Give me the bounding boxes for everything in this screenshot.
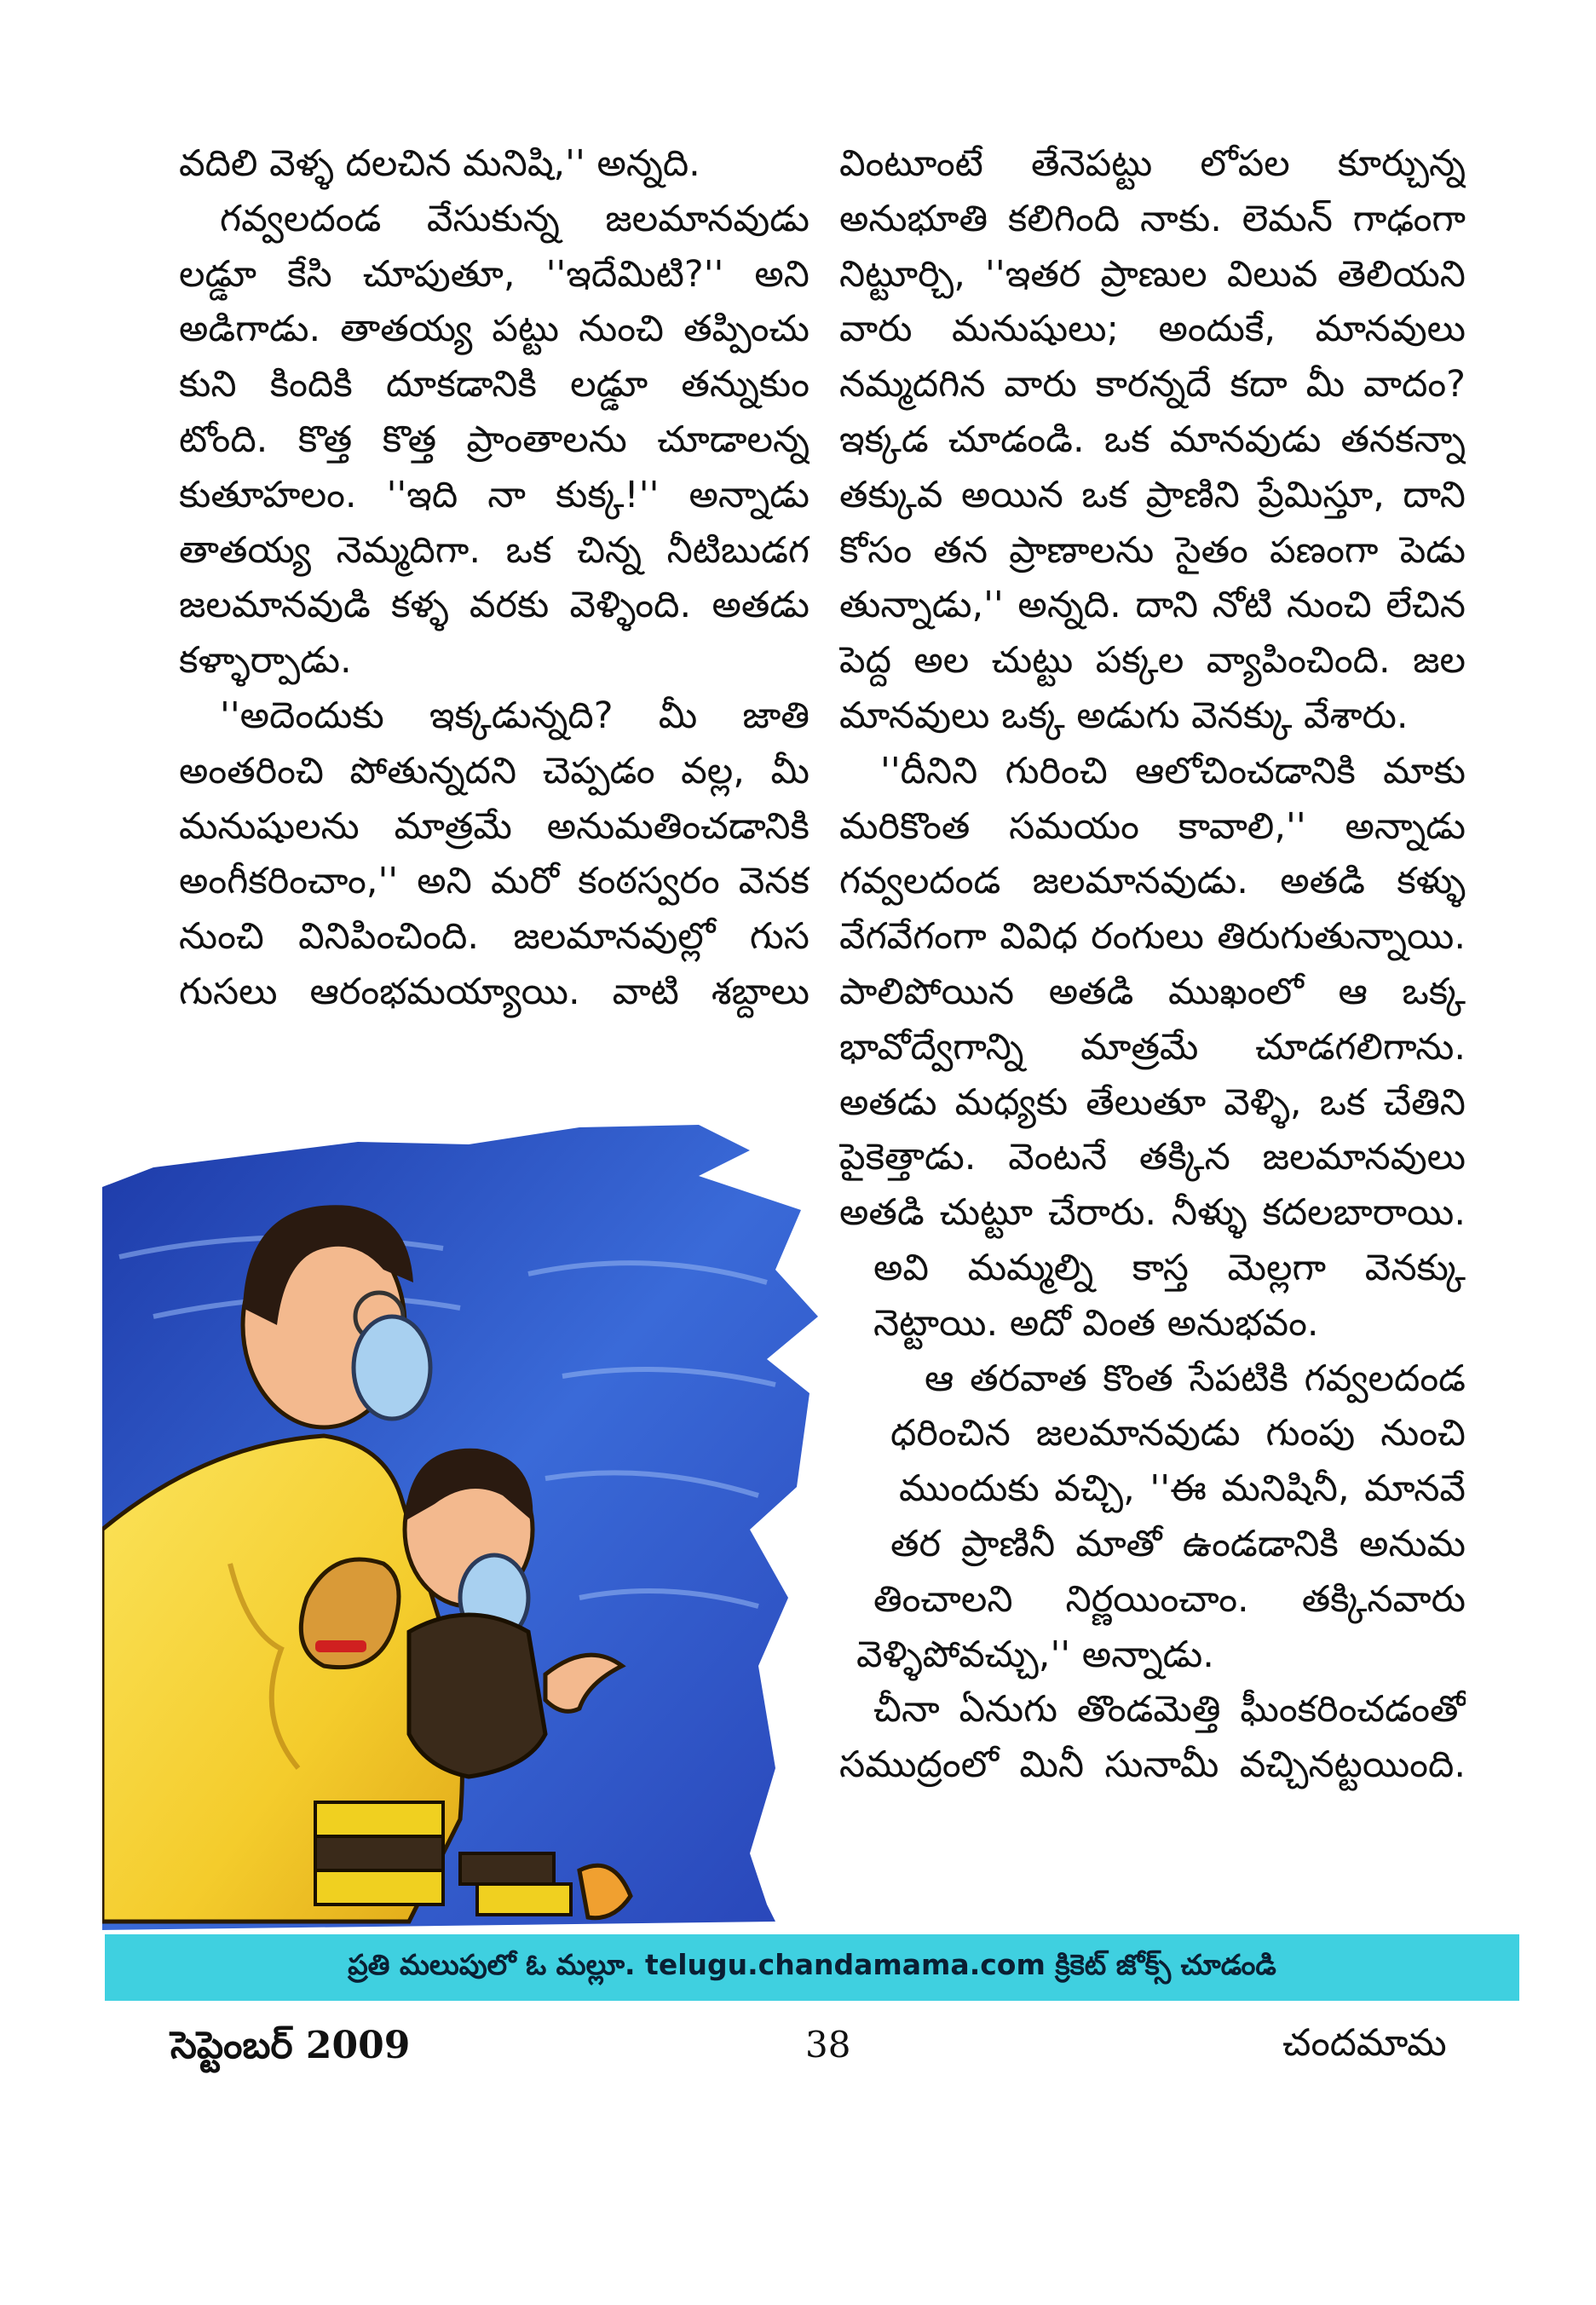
- paragraph-line: ''దీనిని గురించి ఆలోచించడానికి మాకు: [880, 749, 1466, 792]
- paragraph-line: పాలిపోయిన అతడి ముఖంలో ఆ ఒక్క: [839, 970, 1466, 1013]
- paragraph-line: అవి మమ్మల్ని కాస్త మెల్లగా వెనక్కు: [873, 1246, 1466, 1289]
- paragraph-line: అడిగాడు. తాతయ్య పట్టు నుంచి తప్పించు: [179, 308, 810, 351]
- paragraph-line: గుసలు ఆరంభమయ్యాయి. వాటి శబ్దాలు: [179, 970, 810, 1013]
- paragraph-line: ఆ తరవాత కొంత సేపటికి గవ్వలదండ: [925, 1357, 1466, 1400]
- snorkel-mask: [354, 1317, 430, 1419]
- paragraph-line: అంతరించి పోతున్నదని చెప్పడం వల్ల, మీ: [179, 749, 810, 792]
- paragraph-line: తున్నాడు,'' అన్నది. దాని నోటి నుంచి లేచిన: [839, 584, 1466, 627]
- paragraph-line: పైకెత్తాడు. వెంటనే తక్కిన జలమానవులు: [839, 1136, 1466, 1179]
- boy-body: [409, 1615, 545, 1777]
- paragraph-line: భావోద్వేగాన్ని మాత్రమే చూడగలిగాను.: [839, 1025, 1466, 1069]
- paragraph-line: మరికొంత సమయం కావాలి,'' అన్నాడు: [839, 804, 1466, 848]
- paragraph-line: లడ్డూ కేసి చూపుతూ, ''ఇదేమిటి?'' అని: [179, 252, 810, 296]
- paragraph-line: మానవులు ఒక్క అడుగు వెనక్కు వేశారు.: [839, 694, 1409, 737]
- paragraph-line: అతడి చుట్టూ చేరారు. నీళ్ళు కదలబారాయి.: [839, 1191, 1466, 1235]
- paragraph-line: పెద్ద అల చుట్టు పక్కల వ్యాపించింది. జల: [839, 639, 1466, 683]
- paragraph-line: వదిలి వెళ్ళ దలచిన మనిషి,'' అన్నది.: [179, 142, 700, 185]
- magazine-name: చందమామ: [1282, 2021, 1447, 2065]
- paragraph-line: మనుషులను మాత్రమే అనుమతించడానికి: [179, 804, 810, 848]
- paragraph-line: గవ్వలదండ వేసుకున్న జలమానవుడు: [220, 197, 810, 240]
- story-illustration: [102, 1121, 852, 2305]
- paragraph-line: ధరించిన జలమానవుడు గుంపు నుంచి: [890, 1412, 1466, 1455]
- banner-text: ప్రతి మలుపులో ఓ మల్లూ. telugu.chandamama.com క్రికెట్ జోక్స్ చూడండి: [348, 1947, 1276, 1981]
- paragraph-line: కుతూహలం. ''ఇది నా కుక్క!'' అన్నాడు: [179, 473, 810, 516]
- left-column: [179, 136, 810, 1020]
- paragraph-line: వేగవేగంగా వివిధ రంగులు తిరుగుతున్నాయి.: [839, 915, 1466, 959]
- paragraph-line: చీనా ఏనుగు తొండమెత్తి ఘీంకరించడంతో: [873, 1688, 1466, 1732]
- paragraph-line: తించాలని నిర్ణయించాం. తక్కినవారు: [873, 1577, 1466, 1621]
- paragraph-line: కోసం తన ప్రాణాలను సైతం పణంగా పెడు: [839, 528, 1466, 572]
- promo-banner: [105, 1934, 1519, 2001]
- paragraph-line: టోంది. కొత్త కొత్త ప్రాంతాలను చూడాలన్న: [179, 418, 810, 461]
- paragraph-line: ఇక్కడ చూడండి. ఒక మానవుడు తనకన్నా: [839, 418, 1466, 461]
- paragraph-line: వింటూంటే తేనెపట్టు లోపల కూర్చున్న: [839, 142, 1466, 185]
- paragraph-line: వారు మనుషులు; అందుకే, మానవులు: [839, 308, 1466, 351]
- paragraph-line: కుని కిందికి దూకడానికి లడ్డూ తన్నుకుం: [179, 363, 810, 406]
- paragraph-line: తాతయ్య నెమ్మదిగా. ఒక చిన్న నీటిబుడగ: [179, 528, 810, 572]
- paragraph-line: నెట్టాయి. అదో వింత అనుభవం.: [873, 1301, 1319, 1345]
- page-number: 38: [805, 2024, 851, 2066]
- paragraph-line: తక్కువ అయిన ఒక ప్రాణిని ప్రేమిస్తూ, దాని: [839, 473, 1466, 516]
- paragraph-line: గవ్వలదండ జలమానవుడు. అతడి కళ్ళు: [839, 860, 1466, 903]
- paragraph-line: కళ్ళార్పాడు.: [179, 639, 352, 683]
- paragraph-line: నమ్మదగిన వారు కారన్నదే కదా మీ వాదం?: [839, 363, 1466, 406]
- paragraph-line: అతడు మధ్యకు తేలుతూ వెళ్ళి, ఒక చేతిని: [839, 1080, 1466, 1124]
- paragraph-line: అనుభూతి కలిగింది నాకు. లెమన్ గాఢంగా: [839, 197, 1466, 240]
- paragraph-line: సముద్రంలో మినీ సునామీ వచ్చినట్టయింది.: [839, 1743, 1466, 1787]
- paragraph-line: అంగీకరించాం,'' అని మరో కంఠస్వరం వెనక: [179, 860, 810, 903]
- paragraph-line: జలమానవుడి కళ్ళ వరకు వెళ్ళింది. అతడు: [179, 584, 810, 627]
- paragraph-line: వెళ్ళిపోవచ్చు,'' అన్నాడు.: [856, 1633, 1214, 1676]
- paragraph-line: నుంచి వినిపించింది. జలమానవుల్లో గుస: [179, 915, 810, 959]
- footer-date: సెప్టెంబర్ 2009: [170, 2024, 411, 2067]
- paragraph-line: తర ప్రాణినీ మాతో ఉండడానికి అనుమ: [890, 1522, 1466, 1565]
- paragraph-line: నిట్టూర్చి, ''ఇతర ప్రాణుల విలువ తెలియని: [839, 252, 1466, 296]
- right-column: [839, 136, 1466, 1793]
- paragraph-line: ''అదెందుకు ఇక్కడున్నది? మీ జాతి: [220, 694, 810, 737]
- paragraph-line: ముందుకు వచ్చి, ''ఈ మనిషినీ, మానవే: [899, 1467, 1466, 1511]
